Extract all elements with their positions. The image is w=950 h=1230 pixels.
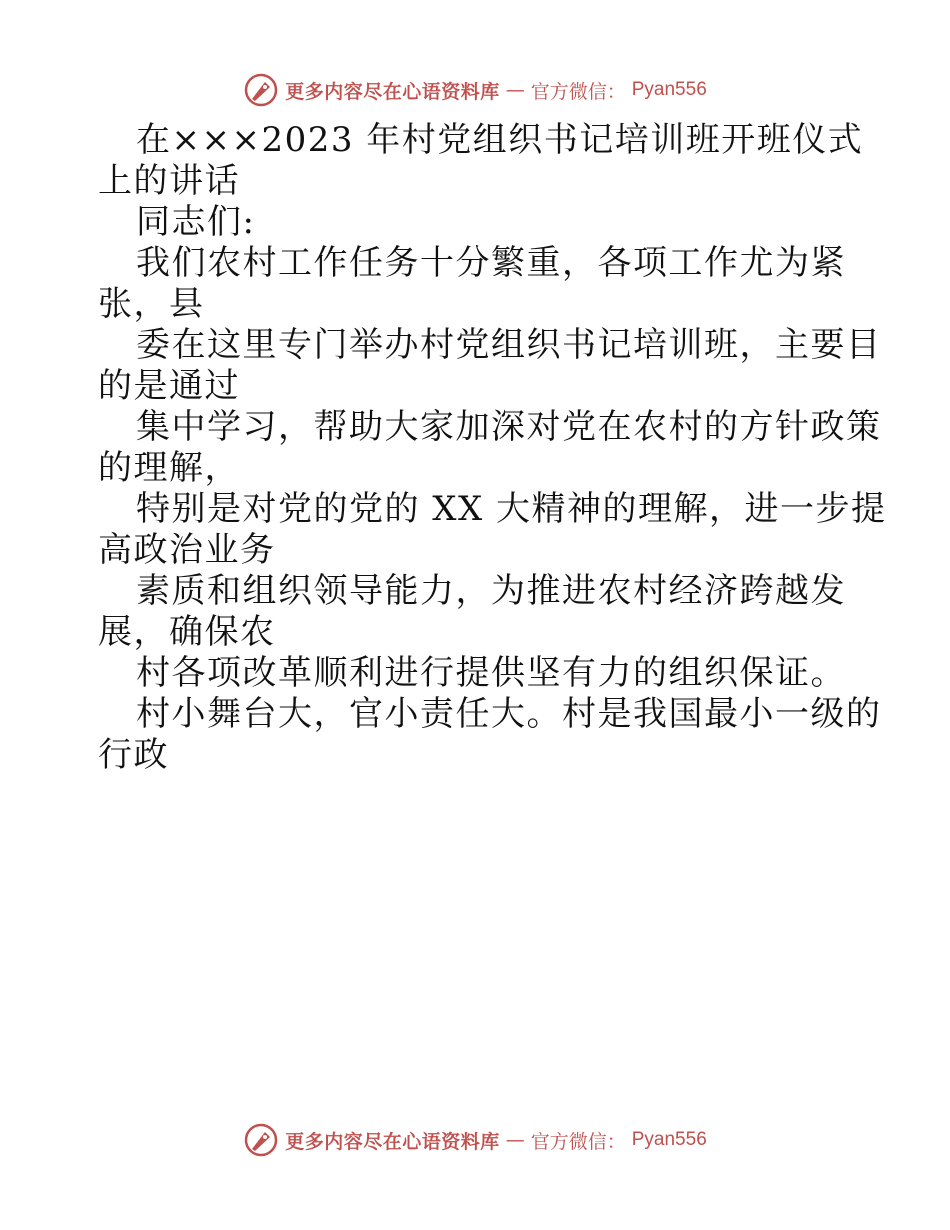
watermark-wechat-id: Pyan556 (631, 79, 707, 100)
body-line: 张，县 (98, 284, 205, 324)
body-line: 高政治业务 (98, 530, 276, 570)
body-line: 行政 (98, 735, 169, 775)
body-line: 集中学习，帮助大家加深对党在农村的方针政策 (136, 407, 882, 447)
body-line: 素质和组织领导能力，为推进农村经济跨越发 (136, 571, 846, 611)
document-body (98, 120, 887, 776)
watermark-main-text: 更多内容尽在心语资料库 (285, 1130, 500, 1153)
body-line: 的理解， (98, 448, 240, 488)
body-line: 展，确保农 (98, 612, 276, 652)
body-line: 的是通过 (98, 366, 240, 406)
body-line: 我们农村工作任务十分繁重，各项工作尤为紧 (136, 243, 846, 283)
watermark-wechat-label: 官方微信： (530, 1130, 626, 1153)
body-line: 上的讲话 (98, 161, 240, 201)
watermark-dash: — (505, 79, 525, 101)
watermark-dash: — (505, 1129, 525, 1151)
body-line: 村小舞台大，官小责任大。村是我国最小一级的 (136, 694, 882, 734)
watermark-wechat-label: 官方微信： (530, 80, 626, 103)
body-line: 同志们: (136, 202, 256, 242)
body-line: 特别是对党的党的 XX 大精神的理解，进一步提 (136, 489, 887, 529)
header-watermark (0, 70, 950, 110)
pen-nib-logo-icon (243, 1122, 279, 1158)
watermark-main-text: 更多内容尽在心语资料库 (285, 80, 500, 103)
footer-watermark (0, 1120, 950, 1160)
body-line: 委在这里专门举办村党组织书记培训班，主要目 (136, 325, 882, 365)
watermark-wechat-id: Pyan556 (631, 1129, 707, 1150)
body-line: 村各项改革顺利进行提供坚有力的组织保证。 (136, 653, 846, 693)
pen-nib-logo-icon (243, 72, 279, 108)
body-line: 在×××2023 年村党组织书记培训班开班仪式 (136, 120, 864, 160)
